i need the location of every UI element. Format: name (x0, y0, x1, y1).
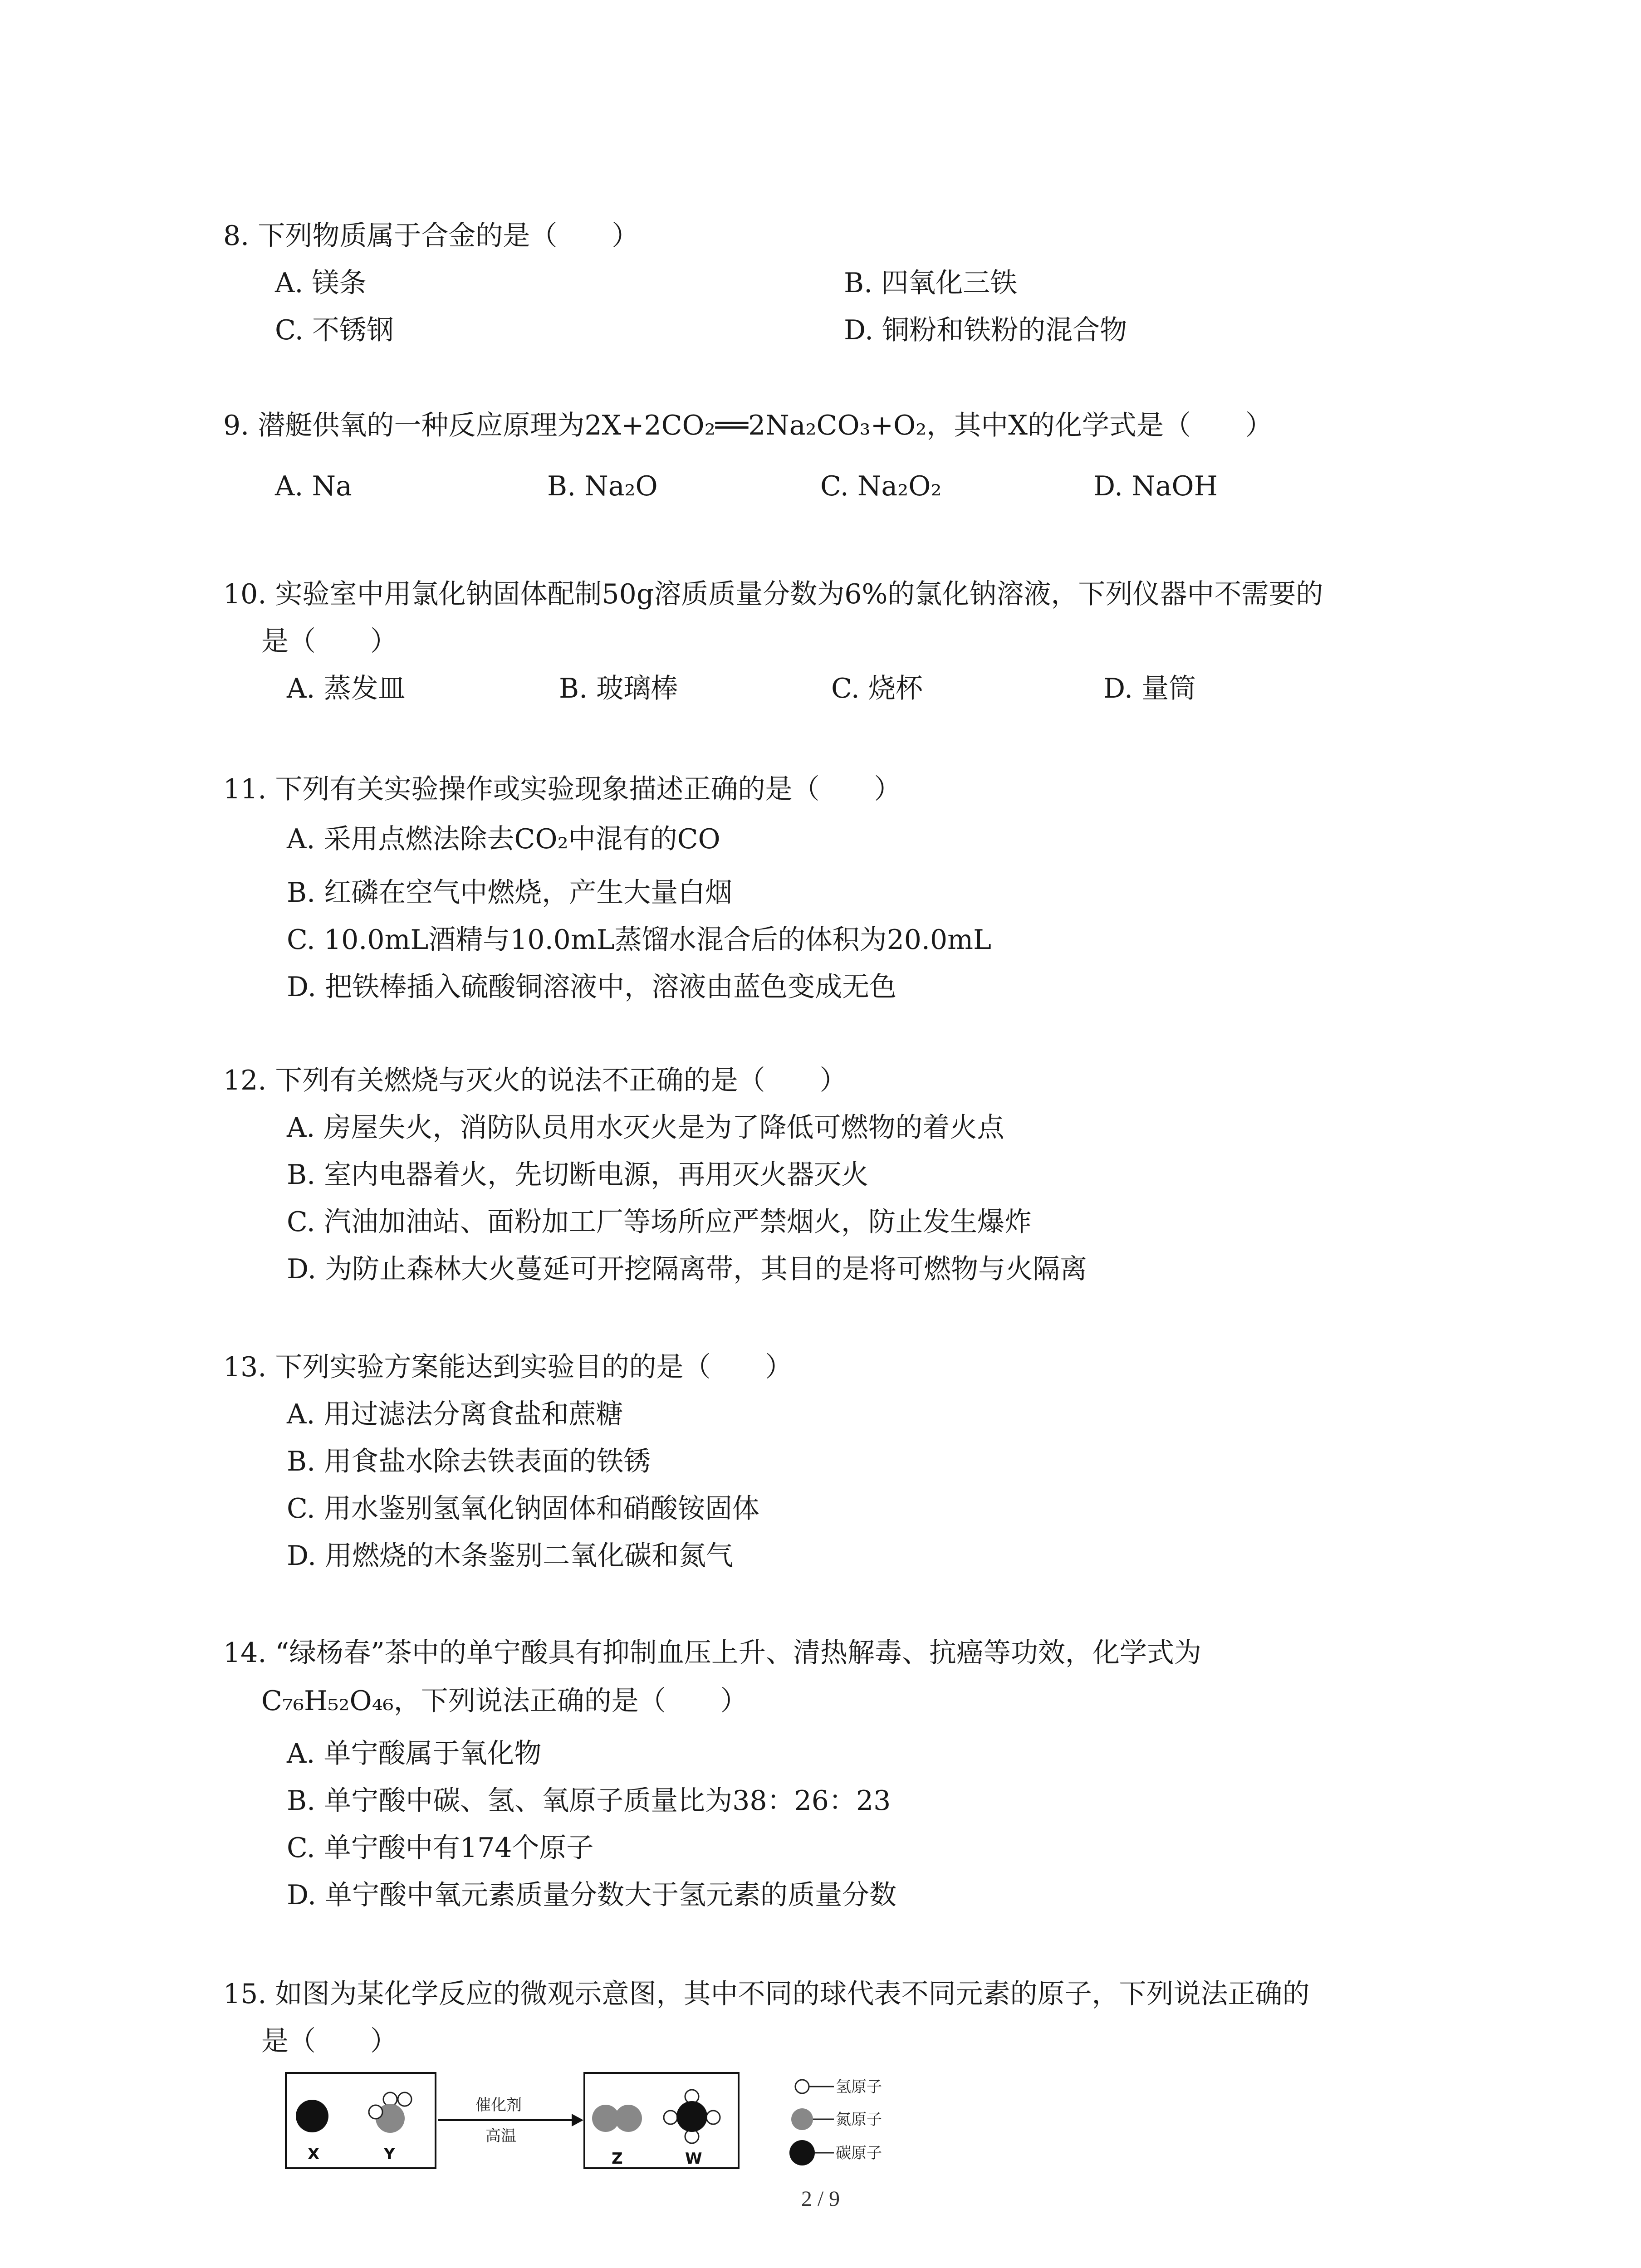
hydrogen-atom (398, 2092, 411, 2106)
hydrogen-atom (369, 2105, 382, 2119)
hydrogen-atom (664, 2111, 677, 2124)
question-9-stem: 9. 潜艇供氧的一种反应原理为2X+2CO₂══2Na₂CO₃+O₂，其中X的化学式是（ ） (223, 410, 1273, 441)
label-w: W (685, 2150, 702, 2168)
hydrogen-atom (706, 2111, 720, 2124)
question-10-stem: 10. 实验室中用氯化钠固体配制50g溶质质量分数为6%的氯化钠溶液，下列仪器中不需要的 (223, 578, 1323, 610)
question-11-option-c: C. 10.0mL酒精与10.0mL蒸馏水混合后的体积为20.0mL (287, 924, 991, 956)
legend-hydrogen-label: 氢原子 (836, 2078, 882, 2096)
question-9-option-b: B. Na₂O (547, 470, 658, 502)
catalyst-label: 催化剂 (475, 2096, 522, 2114)
question-9-option-c: C. Na₂O₂ (820, 470, 942, 502)
nitrogen-atom (615, 2105, 642, 2132)
legend-nitrogen-icon (791, 2108, 813, 2130)
question-8-option-a: A. 镁条 (275, 267, 367, 299)
question-14-stem-cont: C₇₆H₅₂O₄₆，下列说法正确的是（ ） (261, 1685, 748, 1717)
question-8-option-b: B. 四氧化三铁 (844, 267, 1018, 299)
label-x: X (308, 2145, 320, 2163)
carbon-atom (296, 2100, 328, 2132)
question-12-option-b: B. 室内电器着火，先切断电源，再用灭火器灭火 (287, 1159, 869, 1191)
question-12-option-c: C. 汽油加油站、面粉加工厂等场所应严禁烟火，防止发生爆炸 (287, 1206, 1032, 1238)
legend-carbon-label: 碳原子 (836, 2144, 882, 2162)
question-14-option-a: A. 单宁酸属于氧化物 (287, 1738, 542, 1769)
question-10-option-d: D. 量筒 (1103, 673, 1196, 704)
label-y: Y (384, 2145, 395, 2163)
legend-carbon-icon (789, 2140, 815, 2165)
label-z: Z (612, 2150, 623, 2168)
question-14-option-c: C. 单宁酸中有174个原子 (287, 1832, 594, 1864)
question-13-stem: 13. 下列实验方案能达到实验目的的是（ ） (223, 1351, 793, 1383)
carbon-atom (676, 2101, 707, 2132)
question-14-stem: 14. “绿杨春”茶中的单宁酸具有抑制血压上升、清热解毒、抗癌等功效，化学式为 (223, 1637, 1201, 1669)
question-10-option-c: C. 烧杯 (831, 673, 923, 704)
question-13-option-a: A. 用过滤法分离食盐和蔗糖 (287, 1398, 623, 1430)
question-12-option-a: A. 房屋失火，消防队员用水灭火是为了降低可燃物的着火点 (287, 1112, 1004, 1144)
reaction-diagram (281, 2068, 962, 2177)
question-13-option-d: D. 用燃烧的木条鉴别二氧化碳和氮气 (287, 1540, 734, 1572)
question-15-stem: 15. 如图为某化学反应的微观示意图，其中不同的球代表不同元素的原子，下列说法正确的 (223, 1978, 1310, 2010)
question-8-option-c: C. 不锈钢 (275, 314, 394, 346)
arrow-head-icon (572, 2114, 583, 2126)
question-13-option-b: B. 用食盐水除去铁表面的铁锈 (287, 1446, 651, 1477)
question-8-stem: 8. 下列物质属于合金的是（ ） (223, 220, 639, 252)
question-14-option-b: B. 单宁酸中碳、氢、氧原子质量比为38：26：23 (287, 1785, 891, 1817)
question-8-option-d: D. 铜粉和铁粉的混合物 (844, 314, 1127, 346)
question-12-option-d: D. 为防止森林大火蔓延可开挖隔离带，其目的是将可燃物与火隔离 (287, 1253, 1087, 1285)
legend-hydrogen-icon (795, 2080, 809, 2093)
question-13-option-c: C. 用水鉴别氢氧化钠固体和硝酸铵固体 (287, 1493, 759, 1525)
question-10-option-a: A. 蒸发皿 (287, 673, 406, 704)
question-9-option-d: D. NaOH (1093, 470, 1218, 502)
question-10-option-b: B. 玻璃棒 (559, 673, 678, 704)
page-number: 2 / 9 (801, 2187, 840, 2211)
question-14-option-d: D. 单宁酸中氧元素质量分数大于氢元素的质量分数 (287, 1879, 897, 1911)
question-9-option-a: A. Na (275, 470, 352, 502)
question-12-stem: 12. 下列有关燃烧与灭火的说法不正确的是（ ） (223, 1065, 847, 1096)
question-10-stem-cont: 是（ ） (261, 626, 397, 657)
question-11-option-a: A. 采用点燃法除去CO₂中混有的CO (287, 823, 720, 855)
legend-nitrogen-label: 氮原子 (836, 2111, 882, 2129)
condition-label: 高温 (485, 2127, 516, 2145)
question-11-option-b: B. 红磷在空气中燃烧，产生大量白烟 (287, 877, 733, 909)
question-15-stem-cont: 是（ ） (261, 2025, 397, 2057)
question-11-option-d: D. 把铁棒插入硫酸铜溶液中，溶液由蓝色变成无色 (287, 971, 897, 1003)
question-11-stem: 11. 下列有关实验操作或实验现象描述正确的是（ ） (223, 773, 901, 805)
